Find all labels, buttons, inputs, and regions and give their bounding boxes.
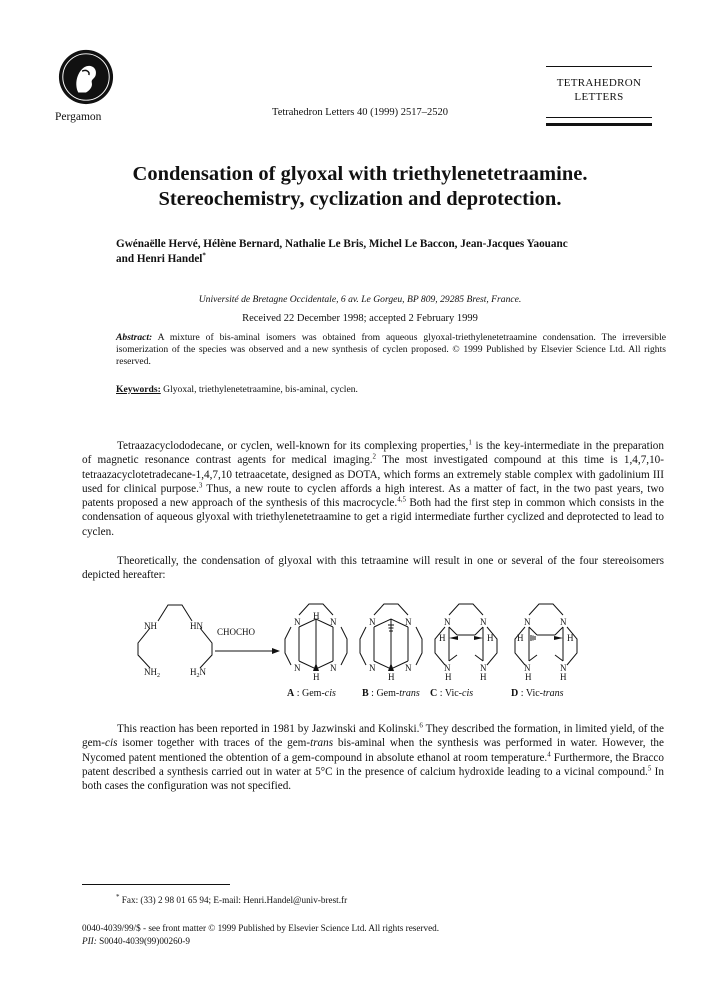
isomer-c-structure bbox=[435, 604, 497, 682]
n-label: N bbox=[480, 617, 487, 627]
journal-title-line2: LETTERS bbox=[574, 91, 624, 103]
n-label: N bbox=[294, 663, 301, 673]
n-label: N bbox=[560, 617, 567, 627]
h-label: H bbox=[480, 672, 487, 682]
pii-label: PII: bbox=[82, 936, 97, 946]
journal-citation: Tetrahedron Letters 40 (1999) 2517–2520 bbox=[272, 107, 448, 118]
h-label: H bbox=[313, 672, 320, 682]
label-letter: D bbox=[511, 688, 519, 699]
h-label: H bbox=[517, 633, 524, 643]
amine-nh2-label: $NH_2$ bbox=[144, 667, 160, 679]
label-letter: B bbox=[362, 688, 369, 699]
last-author: and Henri Handel bbox=[116, 252, 203, 265]
p3-text-d: bis-aminal when the synthesis was performed in water. However, the Nycomed patent mentioned the obtention of a gem-compound in absolute ethanol at room temperature. bbox=[82, 737, 664, 764]
h2n-text: H bbox=[190, 667, 197, 677]
p1-text-c: The most investigated compound at this time is 1,4,7,10-tetraazacyclotetradecane-1,4,7,10 tetraacetate, designed as DOTA, which forms an extremely stable complex with gadolinium III used for clinical purpose. bbox=[82, 454, 664, 495]
p2-text: Theoretically, the condensation of glyoxal with this tetraamine will result in one or several of the four stereoisomers depicted hereafter: bbox=[82, 555, 664, 582]
body-paragraph-2 bbox=[82, 554, 664, 583]
article-title bbox=[60, 162, 660, 212]
authors-line1: Gwénaëlle Hervé, Hélène Bernard, Nathalie Le Bris, Michel Le Baccon, Jean-Jacques Yaouanc bbox=[116, 238, 568, 250]
n-label: N bbox=[524, 617, 531, 627]
h-label: H bbox=[560, 672, 567, 682]
p3-text-a: This reaction has been reported in 1981 by Jazwinski and Kolinski. bbox=[117, 723, 420, 735]
ref-4: 4 bbox=[547, 749, 551, 758]
body-paragraph-1 bbox=[82, 439, 664, 539]
keywords-label: Keywords: bbox=[116, 384, 161, 395]
isomer-label-d: D : Vic-trans bbox=[511, 688, 564, 699]
journal-title-line1: TETRAHEDRON bbox=[556, 77, 642, 89]
h-label: H bbox=[525, 672, 532, 682]
label-prefix: Gem- bbox=[376, 688, 400, 699]
isomer-label-a: A : Gem-cis bbox=[287, 688, 336, 699]
footnote-rule bbox=[82, 884, 230, 885]
footnote-text: Fax: (33) 2 98 01 65 94; E-mail: Henri.Handel@univ-brest.fr bbox=[119, 895, 348, 905]
isomer-label-c: C : Vic-cis bbox=[430, 688, 474, 699]
corresponding-author-mark: * bbox=[202, 250, 206, 259]
p1-text-e: Both had the first step in common which consists in the condensation of aqueous glyoxal with triethylenetetraamine to get a rigid intermediate further cyclized and deprotected to lead to cyclen. bbox=[82, 497, 664, 538]
ref-6: 6 bbox=[419, 721, 423, 730]
pii-line bbox=[82, 936, 190, 946]
label-suffix: trans bbox=[543, 688, 564, 699]
label-prefix: Vic- bbox=[525, 688, 544, 699]
n-label: N bbox=[369, 663, 376, 673]
p3-cis: cis bbox=[105, 737, 118, 750]
n-label: N bbox=[444, 617, 451, 627]
journal-rule-top bbox=[546, 66, 652, 67]
n-label: N bbox=[480, 663, 487, 673]
author-list bbox=[116, 237, 676, 266]
label-letter: A bbox=[287, 688, 295, 699]
body-paragraph-3 bbox=[82, 722, 664, 793]
h-label: H bbox=[439, 633, 446, 643]
affiliation: Université de Bretagne Occidentale, 6 av. Le Gorgeu, BP 809, 29285 Brest, France. bbox=[198, 294, 522, 305]
label-suffix: trans bbox=[399, 688, 420, 699]
p3-text-b: They described the formation, in limited yield, of the gem- bbox=[82, 723, 664, 750]
publisher-logo-icon bbox=[57, 48, 115, 106]
p1-text-a: Tetraazacyclododecane, or cyclen, well-known for its complexing properties, bbox=[117, 440, 469, 452]
label-suffix: cis bbox=[324, 688, 336, 699]
ref-4-5: 4,5 bbox=[397, 495, 406, 504]
p3-trans: trans bbox=[310, 737, 334, 750]
reaction-arrow bbox=[215, 648, 280, 654]
n-label: N bbox=[444, 663, 451, 673]
n-label: N bbox=[405, 617, 412, 627]
abstract bbox=[116, 332, 666, 369]
label-prefix: Vic- bbox=[444, 688, 463, 699]
journal-rule-thin bbox=[546, 117, 652, 118]
p1-text-d: Thus, a new route to cyclen affords a high interest. As a matter of fact, in the two past years, two patents proposed a new approach of the synthesis of this macrocycle. bbox=[82, 482, 664, 510]
abstract-label: Abstract: bbox=[116, 332, 153, 343]
ref-5: 5 bbox=[647, 764, 652, 773]
n-label: N bbox=[524, 663, 531, 673]
h-label: H bbox=[445, 672, 452, 682]
n-label: N bbox=[294, 617, 301, 627]
ref-2: 2 bbox=[372, 452, 377, 461]
journal-rule-thick bbox=[546, 123, 652, 126]
footnote-mark: * bbox=[116, 892, 120, 901]
ref-1: 1 bbox=[468, 438, 472, 447]
copyright-line: 0040-4039/99/$ - see front matter © 1999 Published by Elsevier Science Ltd. All rights reserved. bbox=[82, 923, 440, 933]
label-suffix: cis bbox=[462, 688, 474, 699]
n-label: N bbox=[369, 617, 376, 627]
n-label: N bbox=[330, 617, 337, 627]
received-dates: Received 22 December 1998; accepted 2 February 1999 bbox=[242, 313, 478, 324]
h-label: H bbox=[567, 633, 574, 643]
reagent-label: CHOCHO bbox=[217, 627, 256, 637]
article-title-line2: Stereochemistry, cyclization and deprotection. bbox=[158, 188, 562, 210]
keywords-text: Glyoxal, triethylenetetraamine, bis-aminal, cyclen. bbox=[160, 384, 358, 395]
h-label: H bbox=[313, 611, 320, 621]
abstract-text: A mixture of bis-aminal isomers was obtained from aqueous glyoxal-triethylenetetraamine condensation. The irreversible isomerization of the species was observed and a new synthesis of cyclen proposed. © 1999 Published by Elsevier Science Ltd. All rights reserved. bbox=[116, 332, 666, 368]
amine-nh-label: NH bbox=[144, 621, 157, 631]
isomer-d-structure bbox=[515, 604, 577, 682]
isomer-label-b: B : Gem-trans bbox=[362, 688, 420, 699]
amine-h2n-label: $H_2N$ bbox=[190, 667, 206, 679]
p3-text-e: Furthermore, the Bracco patent described a synthesis carried out in water at 5°C in the presence of calcium hydroxide leading to a vicinal compound. bbox=[82, 751, 664, 778]
keywords bbox=[116, 384, 666, 395]
isomer-b-structure bbox=[360, 604, 422, 682]
article-title-line1: Condensation of glyoxal with triethylenetetraamine. bbox=[132, 163, 588, 185]
h-label: H bbox=[388, 672, 395, 682]
p1-text-b: is the key-intermediate in the preparation of magnetic resonance contrast agents for medical imaging. bbox=[82, 440, 664, 467]
nh2-text: NH bbox=[144, 667, 157, 677]
isomer-a-structure bbox=[285, 604, 347, 682]
p3-text-f: In both cases the configuration was not specified. bbox=[82, 765, 664, 793]
n-label: N bbox=[560, 663, 567, 673]
label-prefix: Gem- bbox=[302, 688, 325, 699]
pii-value: S0040-4039(99)00260-9 bbox=[96, 936, 190, 946]
amine-hn-label: HN bbox=[190, 621, 203, 631]
footnote bbox=[116, 892, 348, 905]
p3-text-c: isomer together with traces of the gem- bbox=[117, 737, 311, 750]
triethylenetetraamine-structure bbox=[138, 605, 212, 668]
publisher-name: Pergamon bbox=[55, 111, 102, 123]
label-letter: C bbox=[430, 688, 438, 699]
n-label: N bbox=[330, 663, 337, 673]
ref-3: 3 bbox=[198, 481, 203, 490]
authors-line2 bbox=[116, 252, 676, 267]
journal-title bbox=[546, 76, 652, 104]
h-label: H bbox=[487, 633, 494, 643]
n-label: N bbox=[405, 663, 412, 673]
